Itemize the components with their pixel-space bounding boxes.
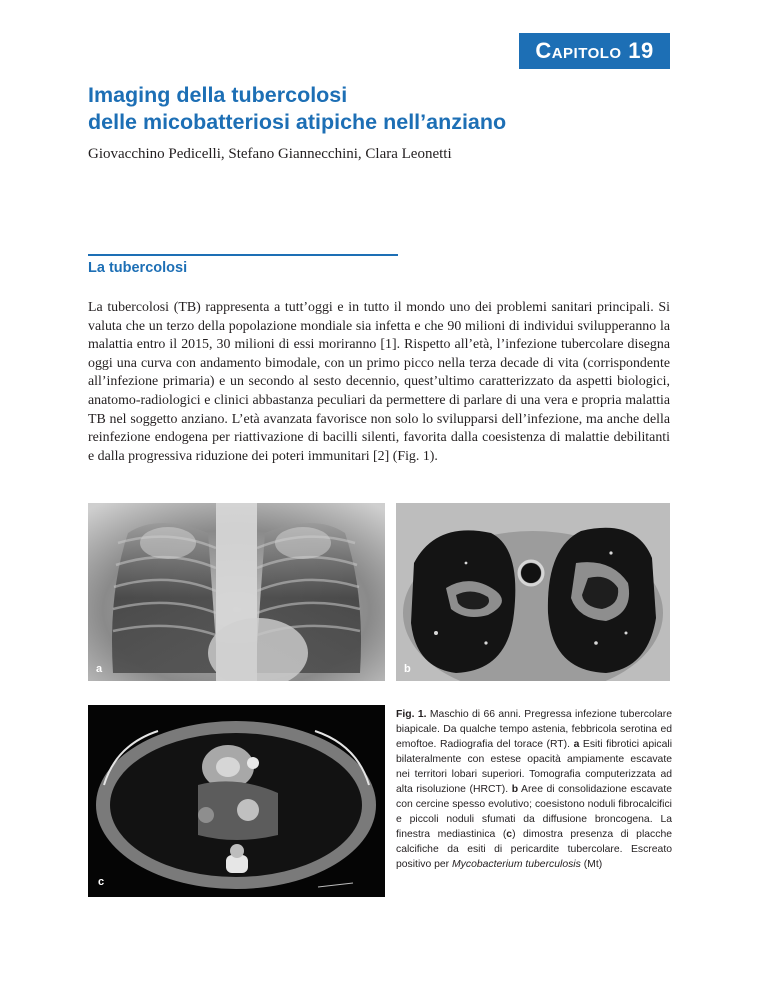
hrct-image: [396, 503, 670, 681]
caption-text-3: Aree di consolidazione escavate con cercine spesso evolutivo; coesistono noduli fibrocalcifici e piccoli noduli sfumati da diffusione broncogena. La finestra mediastinica (: [396, 784, 672, 840]
caption-text-4: ) dimostra presenza di placche calcifiche da esiti di pericardite tubercolare. Escreato positivo per: [396, 829, 672, 870]
caption-species: Mycobacterium tuberculosis: [452, 859, 581, 870]
caption-letter-a: a: [573, 739, 580, 750]
panel-label-b: b: [404, 663, 411, 675]
caption-text-5: (Mt): [583, 859, 603, 870]
panel-label-c: c: [98, 876, 105, 888]
panel-label-a: a: [96, 663, 103, 675]
figure-b-hrct: [396, 503, 670, 681]
caption-label: Fig. 1.: [396, 709, 427, 720]
body-paragraph: La tubercolosi (TB) rappresenta a tutt’oggi e in tutto il mondo uno dei problemi sanitari principali. Si valuta che un terzo della popolazione mondiale sia infetta e che 90 milioni di individui svilupperanno la malattia entro il 2015, 30 milioni di essi moriranno [1]. Rispetto all’età, l’infezione tubercolare disegna oggi una curva con andamento bimodale, con un primo picco nella terza decade di vita (corrispondente all’infezione primaria) e un secondo al sesto decennio, quest’ultimo caratterizzato da aspetti biologici, anatomo-radiologici e clinici abbastanza peculiari da permettere di parlare di una vera e propria malattia TB nel soggetto anziano. L’età avanzata favorisce non solo lo svilupparsi dell’infezione, ma anche della reinfezione endogena per riattivazione di bacilli silenti, favorita dalla coesistenza di malattie debilitanti e dalla progressiva riduzione dei poteri immunitari [2] (Fig. 1).: [88, 300, 670, 464]
chapter-title: [88, 82, 648, 136]
caption-letter-b: b: [511, 784, 519, 795]
title-line-1: Imaging della tubercolosi: [88, 83, 348, 107]
chest-xray-image: [88, 503, 385, 681]
chapter-badge: Capitolo 19: [519, 33, 670, 69]
figure-a-chest-xray: [88, 503, 385, 681]
caption-text-2: Esiti fibrotici apicali bilateralmente con estese opacità ampiamente escavate nei territori lobari superiori. Tomografia computerizzata ad alta risoluzione (HRCT).: [396, 739, 673, 795]
authors: Giovacchino Pedicelli, Stefano Giannecchini, Clara Leonetti: [88, 146, 452, 162]
section-rule: [88, 254, 398, 256]
section-heading: La tubercolosi: [88, 260, 188, 276]
ct-mediastinal-image: [88, 705, 385, 897]
figure-c-ct-mediastinal: [88, 705, 385, 897]
caption-text-1: Maschio di 66 anni. Pregressa infezione tubercolare biapicale. Da qualche tempo astenia, febbricola serotina ed emoftoe. Radiografia del torace (RT).: [396, 709, 672, 750]
caption-letter-c: c: [506, 829, 513, 840]
title-line-2: delle micobatteriosi atipiche nell’anziano: [88, 110, 507, 134]
figure-caption: [396, 707, 672, 872]
